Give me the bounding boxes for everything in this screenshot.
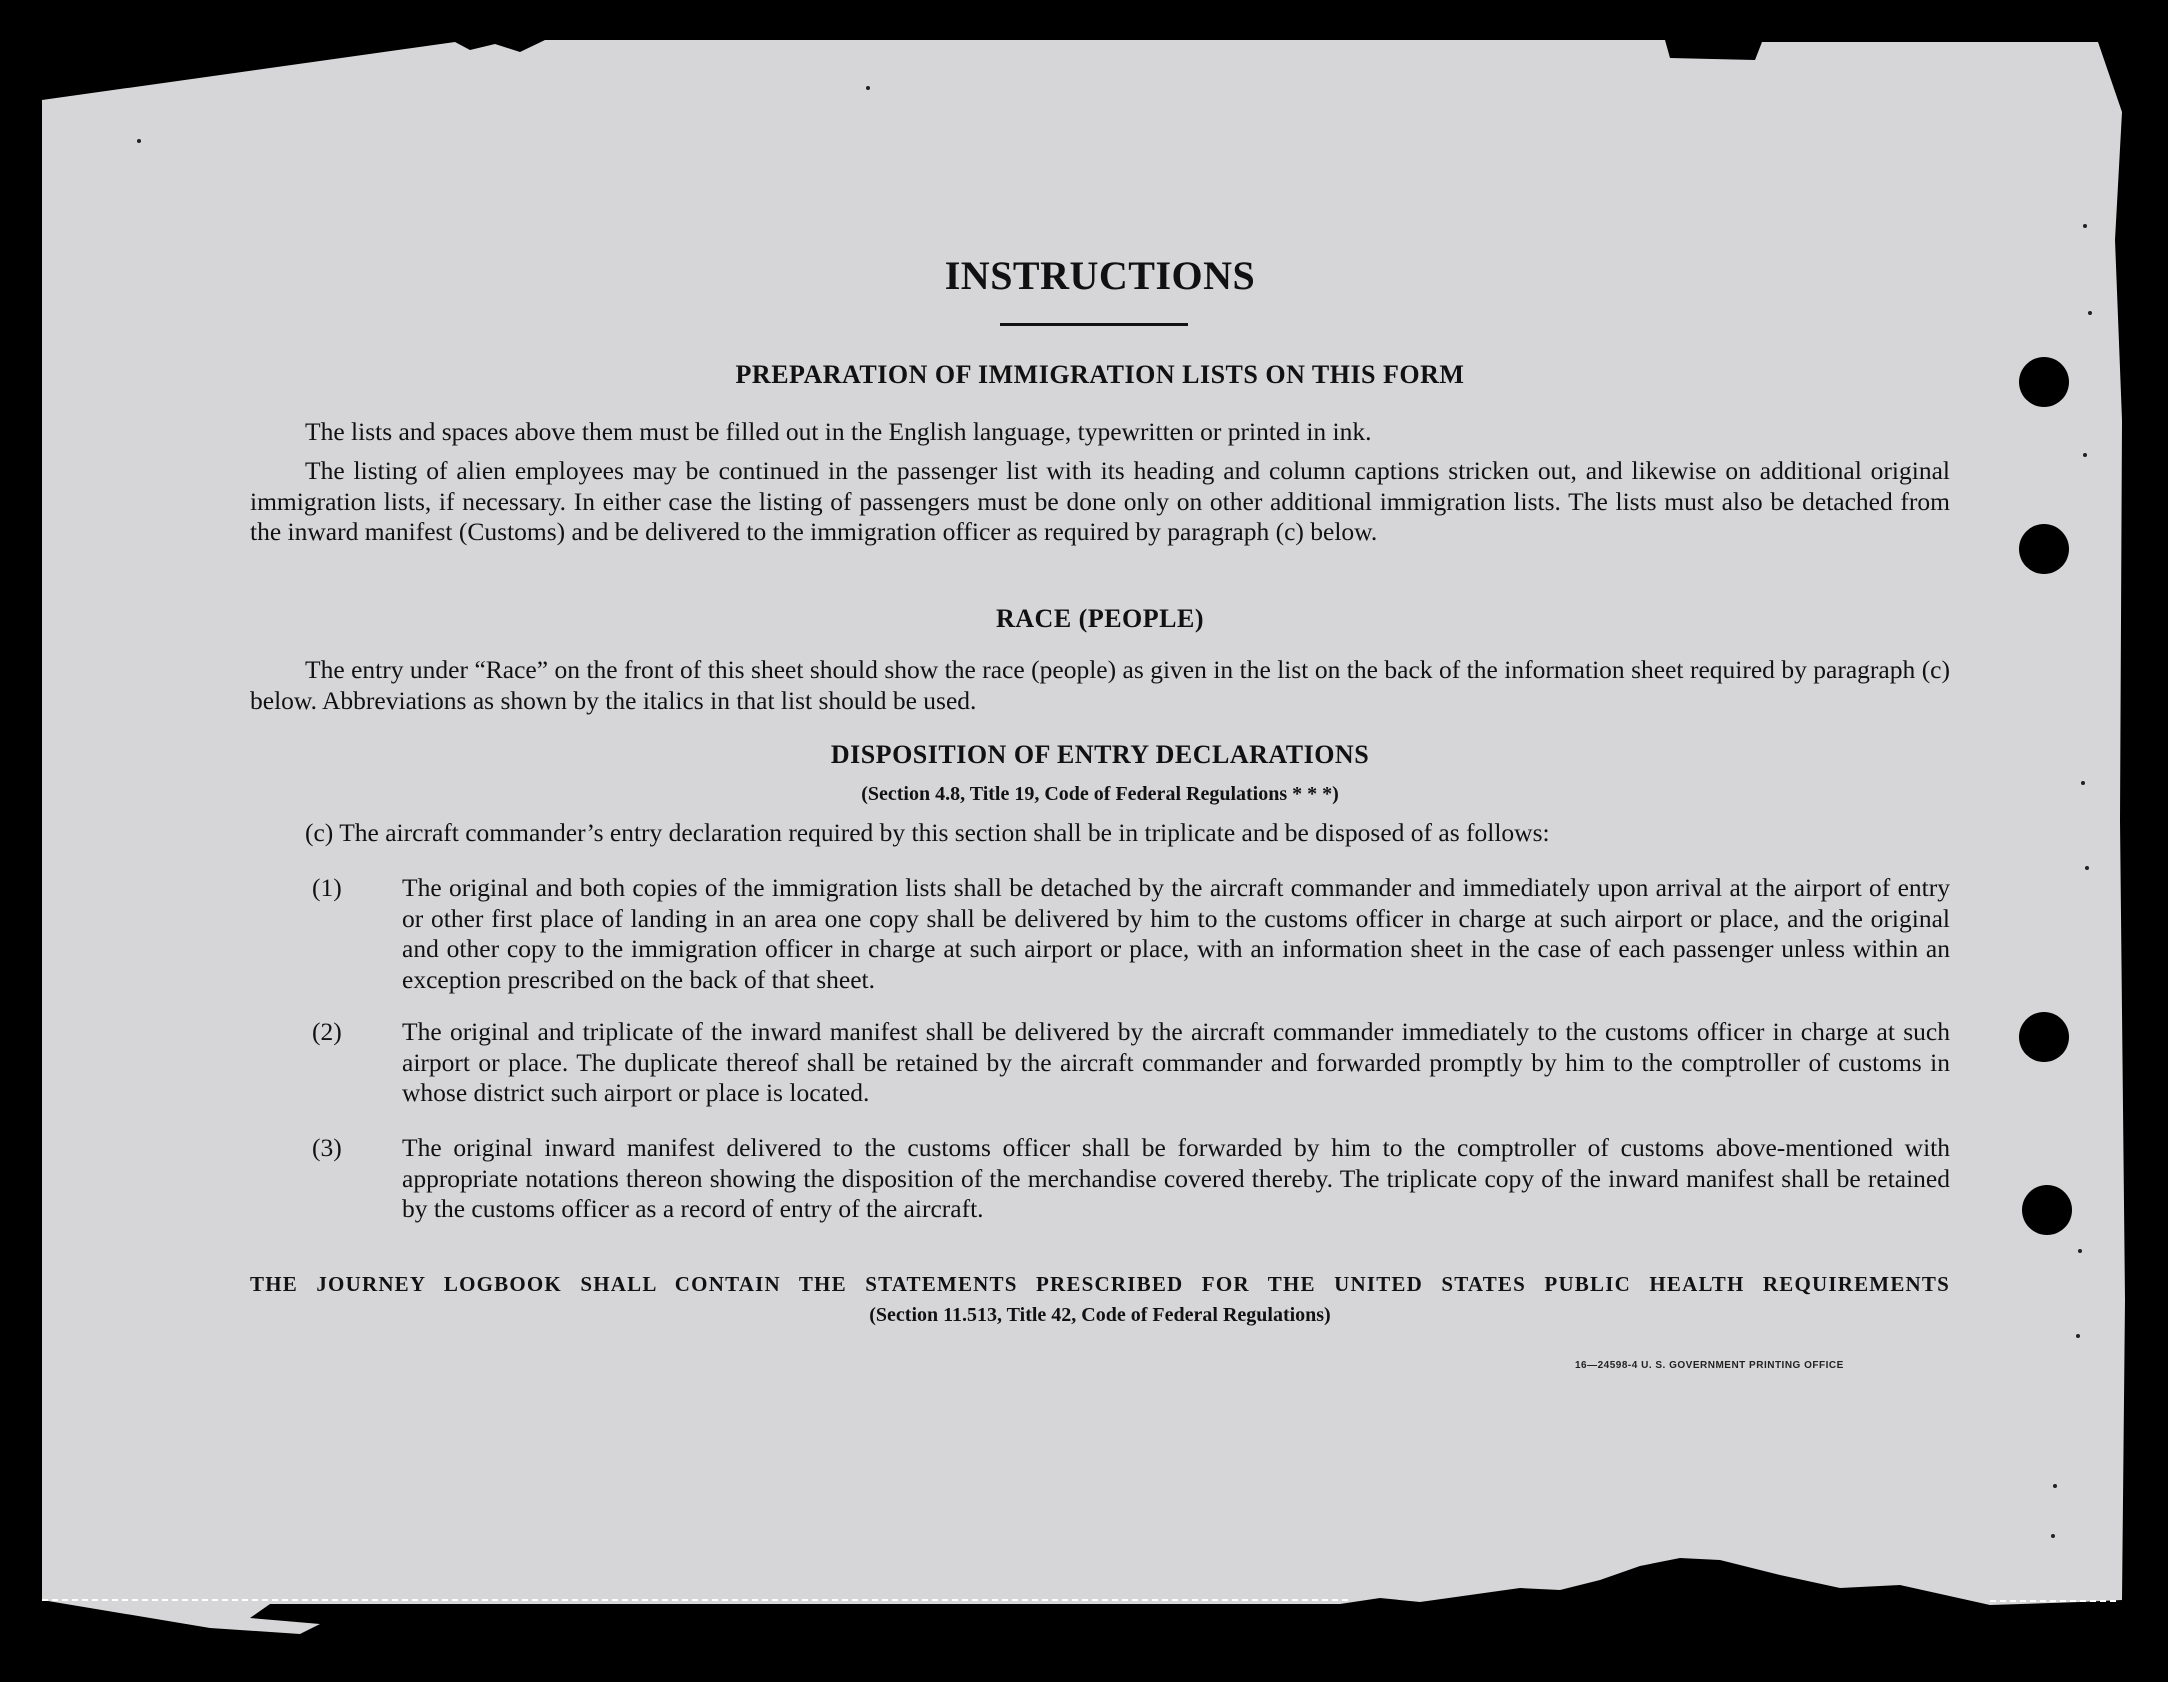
punch-hole: [2019, 1012, 2069, 1062]
disposition-item-1-number: (1): [312, 873, 342, 902]
paper-speck: [2081, 781, 2085, 785]
paper-speck: [2051, 1534, 2055, 1538]
disposition-intro: (c) The aircraft commander’s entry declaration required by this section shall be in triplicate and be disposed of as follows:: [305, 818, 1550, 847]
section-heading-disposition: DISPOSITION OF ENTRY DECLARATIONS: [830, 740, 1370, 769]
paper-speck: [2088, 311, 2092, 315]
disposition-item-3-text: The original inward manifest delivered to the customs officer shall be forwarded by him to the comptroller of customs above-mentioned with appropriate notations thereon showing the disposition of the merchandise covered thereby. The triplicate copy of the inward manifest shall be retained by the customs officer as a record of entry of the aircraft.: [402, 1133, 1950, 1223]
disposition-item-2-number: (2): [312, 1017, 342, 1046]
footer-citation: (Section 11.513, Title 42, Code of Federal Regulations): [869, 1304, 1331, 1326]
printing-office-code: 16—24598-4 U. S. GOVERNMENT PRINTING OFFICE: [1575, 1360, 1844, 1371]
punch-hole: [2019, 357, 2069, 407]
disposition-item-1-body: [312, 873, 1950, 995]
paragraph-race: The entry under “Race” on the front of this sheet should show the race (people) as given in the list on the back of the information sheet required by paragraph (c) below. Abbreviations as shown by the italics in that list should be used.: [250, 655, 1950, 715]
punch-hole: [2022, 1185, 2072, 1235]
paper-speck: [2078, 1249, 2082, 1253]
disposition-item-3: [312, 1133, 1950, 1225]
paper-speck: [866, 86, 870, 90]
paper-speck: [137, 139, 141, 143]
disposition-item-3-number: (3): [312, 1133, 342, 1162]
disposition-citation: (Section 4.8, Title 19, Code of Federal Regulations * * *): [861, 783, 1339, 805]
disposition-item-2-body: [312, 1017, 1950, 1109]
paper-speck: [2083, 453, 2087, 457]
title-underline: [1000, 323, 1188, 326]
disposition-item-1: [312, 873, 1950, 995]
paragraph-preparation-2: The listing of alien employees may be continued in the passenger list with its heading and column captions stricken out, and likewise on additional original immigration lists, if necessary. In either case the listing of passengers must be done only on other additional immigration lists. The lists must also be detached from the inward manifest (Customs) and be delivered to the immigration officer as required by paragraph (c) below.: [250, 456, 1950, 546]
section-heading-race: RACE (PEOPLE): [996, 604, 1204, 633]
disposition-item-2-text: The original and triplicate of the inward manifest shall be delivered by the aircraft commander immediately to the customs officer in charge at such airport or place. The duplicate thereof shall be retained by the aircraft commander and forwarded promptly by him to the comptroller of customs in whose district such airport or place is located.: [402, 1017, 1950, 1107]
footer-statement: THE JOURNEY LOGBOOK SHALL CONTAIN THE STATEMENTS PRESCRIBED FOR THE UNITED STATES PUBLIC HEALTH REQUIREMENTS: [250, 1272, 1950, 1296]
paper-speck: [2053, 1484, 2057, 1488]
page-title: INSTRUCTIONS: [944, 253, 1256, 298]
paper-speck: [2076, 1334, 2080, 1338]
paper-speck: [2083, 224, 2087, 228]
section-heading-preparation: PREPARATION OF IMMIGRATION LISTS ON THIS FORM: [735, 360, 1465, 389]
disposition-item-3-body: [312, 1133, 1950, 1225]
disposition-item-2: [312, 1017, 1950, 1109]
paragraph-preparation-1: The lists and spaces above them must be filled out in the English language, typewritten or printed in ink.: [305, 417, 1372, 446]
paper-speck: [2085, 866, 2089, 870]
disposition-item-1-text: The original and both copies of the immigration lists shall be detached by the aircraft commander and immediately upon arrival at the airport of entry or other first place of landing in an area one copy shall be delivered by him to the customs officer in charge at such airport or place, and the original and other copy to the immigration officer in charge at such airport or place, with an information sheet in the case of each passenger unless within an exception prescribed on the back of that sheet.: [402, 873, 1950, 994]
punch-hole: [2019, 524, 2069, 574]
